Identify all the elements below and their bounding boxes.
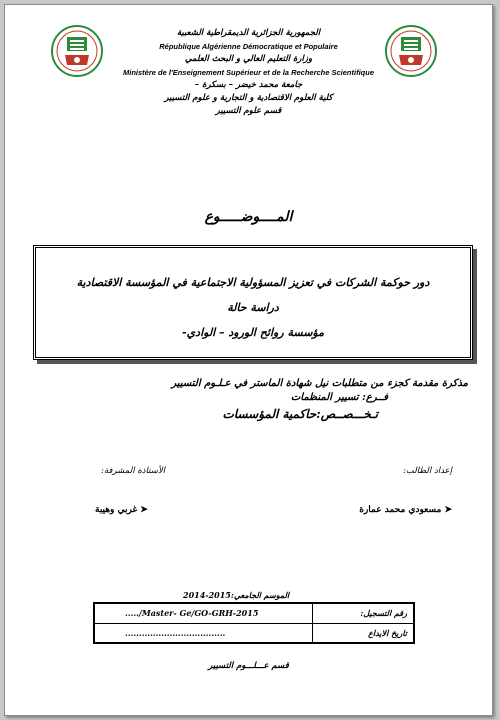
student-name: ➤ مسعودي محمد عمارة <box>359 505 452 515</box>
institution-header <box>5 27 492 118</box>
company-name: مؤسسة روائح الورود – الوادي- <box>182 326 324 339</box>
deposit-date-label: تاريخ الايداع <box>313 623 414 643</box>
memo-specialty: تـخـــصــص:حاكمية المؤسسات <box>222 407 378 421</box>
arrow-bullet-icon: ➤ <box>137 505 148 515</box>
registration-number-label: رقم التسجيل: <box>313 603 414 623</box>
registration-number-value: ...../Master- Ge/GO-GRH-2015 <box>94 603 313 623</box>
supervisor-name: ➤ غربي وهيبة <box>95 505 148 515</box>
registration-table <box>93 602 415 644</box>
department-name: قسم علوم التسيير <box>215 106 282 116</box>
university-name: جامعة محمد خيضر – بسكرة – <box>194 80 303 90</box>
document-page <box>4 4 493 716</box>
ministry-arabic: وزارة التعليم العالي و البحث العلمي <box>184 54 313 64</box>
table-row <box>94 603 414 623</box>
academic-year: الموسم الجامعي:2015-2014 <box>183 590 290 600</box>
footer-department: قسم عـــلـــوم التسيير <box>208 661 289 671</box>
memo-description <box>28 377 468 423</box>
student-label: إعداد الطالب: <box>402 466 452 476</box>
memo-branch: فــرع: تسيير المنظمات <box>290 392 388 403</box>
memo-purpose: مذكرة مقدمة كجزء من متطلبات نيل شهادة الماستر في عـلـوم التسيير <box>171 378 468 389</box>
ministry-french: Ministère de l'Enseignement Supérieur et de la Recherche Scientifique <box>122 68 375 77</box>
case-study-label: دراسة حالة <box>227 301 279 314</box>
republic-arabic: الجمهورية الجزائرية الديمقراطية الشعبية <box>176 28 321 38</box>
deposit-date-value: .................................... <box>94 623 313 643</box>
arrow-bullet-icon: ➤ <box>441 505 452 515</box>
thesis-title-box <box>33 245 473 360</box>
republic-french: République Algérienne Démocratique et Populaire <box>159 42 338 51</box>
thesis-title: دور حوكمة الشركات في تعزيز المسؤولية الاجتماعية في المؤسسة الاقتصادية <box>76 276 430 289</box>
supervisor-label: الأستاذة المشرفة: <box>101 466 166 476</box>
table-row <box>94 623 414 643</box>
topic-heading: المــــوضـــــوع <box>204 209 293 225</box>
faculty-name: كلية العلوم الاقتصادية و التجارية و علوم التسيير <box>164 93 333 103</box>
